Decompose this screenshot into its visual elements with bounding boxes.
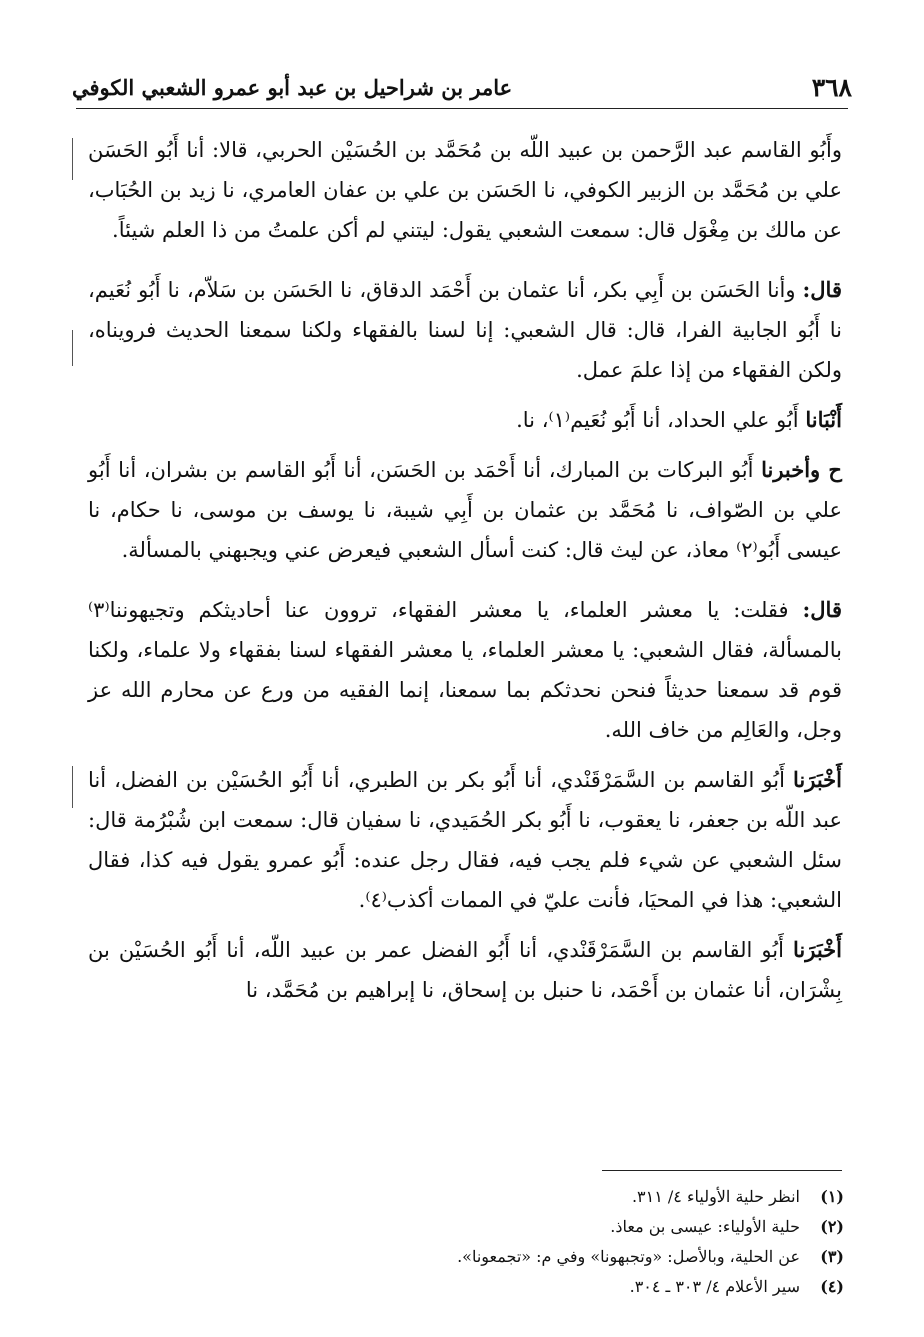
paragraph-text: وأنا الحَسَن بن أَبِي بكر، أنا عثمان بن أَحْمَد الدقاق، نا الحَسَن بن سَلاّم، نا أَبُو نُعَيم، نا أَبُو الجابية الفرا، قال: قال الشعبي: إنا لسنا بالفقهاء ولكنا سمعنا الحديث فرويناه، ولكن الفقهاء من إذا علمَ عمل.	[88, 278, 842, 382]
paragraph-text: فقلت: يا معشر العلماء، يا معشر الفقهاء، تروون عنا أحاديثكم وتجيهوننا⁽٣⁾ بالمسألة، فقال الشعبي: يا معشر العلماء، يا معشر الفقهاء لسنا بفقهاء ولا علماء، ولكنا قوم قد سمعنا حديثاً فنحن نحدثكم بما سمعنا، إنما الفقيه من ورع عن محارم الله عز وجل، والعَالِم من خاف الله.	[88, 598, 842, 742]
footnote-number: (٣)	[820, 1247, 844, 1266]
footnote	[120, 1242, 844, 1272]
margin-mark	[72, 766, 73, 808]
paragraph-text: أَبُو علي الحداد، أنا أَبُو نُعَيم⁽١⁾، نا.	[516, 408, 799, 432]
margin-mark	[72, 138, 73, 180]
margin-mark	[72, 330, 73, 366]
paragraph	[88, 450, 842, 570]
footnote-rule	[602, 1170, 842, 1171]
paragraph	[88, 400, 842, 440]
footnotes	[120, 1182, 844, 1302]
paragraph-lead: أَخْبَرَنا	[793, 937, 842, 962]
footnote-text: سير الأعلام ٤/ ٣٠٣ ـ ٣٠٤.	[629, 1277, 800, 1296]
paragraph-text: أَبُو البركات بن المبارك، أنا أَحْمَد بن الحَسَن، أنا أَبُو القاسم بن بشران، أنا أَبُو علي بن الصّواف، نا مُحَمَّد بن عثمان بن أَبِي شيبة، نا يوسف بن موسى، نا حكام، نا عيسى أَبُو⁽٢⁾ معاذ، عن ليث قال: كنت أسأل الشعبي فيعرض عني ويجبهني بالمسألة.	[88, 458, 842, 562]
paragraph	[88, 930, 842, 1010]
paragraph-lead: أَخْبَرَنا	[793, 767, 842, 792]
paragraph-text: أَبُو القاسم بن السَّمَرْقَنْدي، أنا أَبُو الفضل عمر بن عبيد اللّه، أنا أَبُو الحُسَيْن بن بِشْرَان، أنا عثمان بن أَحْمَد، نا حنبل بن إسحاق، نا إبراهيم بن مُحَمَّد، نا	[88, 938, 842, 1002]
footnote	[120, 1272, 844, 1302]
paragraph-lead: قال:	[802, 277, 842, 302]
main-text	[88, 130, 842, 1020]
footnote-text: حلية الأولياء: عيسى بن معاذ.	[610, 1217, 800, 1236]
footnote-text: عن الحلية، وبالأصل: «وتجبهونا» وفي م: «تجمعونا».	[457, 1247, 800, 1266]
paragraph-lead: قال:	[802, 597, 842, 622]
header-rule	[76, 108, 848, 109]
paragraph-lead: أَنْبَانا	[805, 407, 842, 432]
page-header	[72, 62, 852, 106]
paragraph-lead: ح وأخبرنا	[761, 457, 842, 482]
footnote	[120, 1212, 844, 1242]
running-title: عامر بن شراحيل بن عبد أبو عمرو الشعبي الكوفي	[72, 75, 513, 100]
page-number: ٣٦٨	[811, 73, 852, 102]
footnote	[120, 1182, 844, 1212]
footnote-number: (١)	[820, 1187, 844, 1206]
paragraph	[88, 130, 842, 250]
paragraph	[88, 590, 842, 750]
paragraph-text: أَبُو القاسم بن السَّمَرْقَنْدي، أنا أَبُو بكر بن الطبري، أنا أَبُو الحُسَيْن بن الفضل، أنا عبد اللّه بن جعفر، نا يعقوب، نا أَبُو بكر الحُمَيدي، نا سفيان قال: سمعت ابن شُبْرُمة قال: سئل الشعبي عن شيء فلم يجب فيه، فقال رجل عنده: أَبُو عمرو يقول فيه كذا، فقال الشعبي: هذا في المحيَا، فأنت عليّ في الممات أكذب⁽٤⁾.	[88, 768, 842, 912]
paragraph	[88, 760, 842, 920]
footnote-number: (٢)	[820, 1217, 844, 1236]
paragraph-text: وأَبُو القاسم عبد الرَّحمن بن عبيد اللّه بن مُحَمَّد بن الحُسَيْن الحربي، قالا: أنا أَبُو الحَسَن علي بن مُحَمَّد بن الزبير الكوفي، نا الحَسَن بن علي بن عفان العامري، نا زيد بن الحُبَاب، عن مالك بن مِغْوَل قال: سمعت الشعبي يقول: ليتني لم أكن علمتُ من ذا العلم شيئاً.	[88, 138, 842, 242]
paragraph	[88, 270, 842, 390]
footnote-text: انظر حلية الأولياء ٤/ ٣١١.	[631, 1187, 800, 1206]
footnote-number: (٤)	[820, 1277, 844, 1296]
